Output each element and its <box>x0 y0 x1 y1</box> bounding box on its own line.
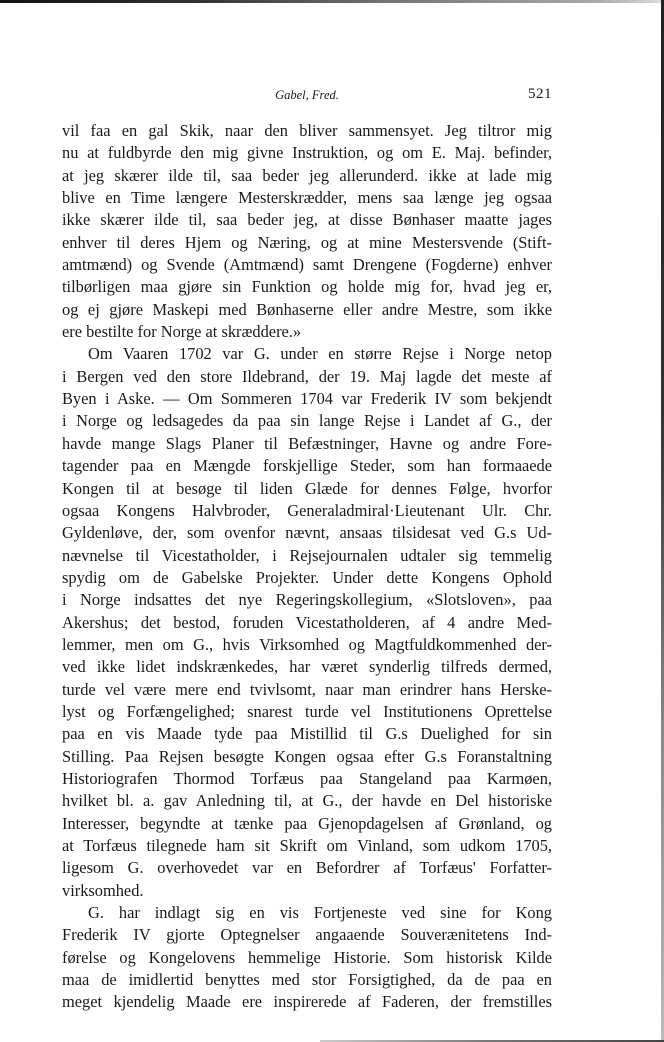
text-line: ogsaa Kongens Halvbroder, Generaladmiral·Lieutenant Ulr. Chr. <box>62 500 552 520</box>
text-line: Frederik IV gjorte Optegnelser angaaende Souverænitetens Ind- <box>62 925 552 945</box>
text-line: tagender paa en Mængde forskjellige Steder, som han formaaede <box>62 456 552 476</box>
text-line: at Torfæus tilegnede ham sit Skrift om Vinland, som udkom 1705, <box>62 836 552 855</box>
text-line: ikke skærer ilde til, saa beder jeg, at disse Bønhaser maatte jages <box>62 210 552 230</box>
text-line: amtmænd) og Svende (Amtmænd) samt Drengene (Fogderne) enhver <box>62 255 552 275</box>
text-line: Akershus; det bestod, foruden Vicestatholderen, af 4 andre Med- <box>62 612 552 632</box>
text-line: i Norge og ledsagedes da paa sin lange Rejse i Landet af G., der <box>62 411 552 431</box>
text-line: spydig om de Gabelske Projekter. Under dette Kongens Ophold <box>62 567 552 587</box>
page-number: 521 <box>528 86 552 102</box>
text-line: virksomhed. <box>62 880 144 900</box>
text-line: førelse og Kongelovens hemmelige Historie. Som historisk Kilde <box>62 947 552 967</box>
text-line: nu at fuldbyrde den mig givne Instruktion, og om E. Maj. befinder, <box>62 143 552 163</box>
text-line: havde mange Slags Planer til Befæstninger, Havne og andre Fore- <box>62 433 552 453</box>
paragraph <box>62 120 552 343</box>
body-text <box>62 120 552 1014</box>
text-line: lyst og Forfængelighed; snarest turde vel Institutionens Oprettelse <box>62 701 552 721</box>
text-line: enhver til deres Hjem og Næring, og at mine Mestersvende (Stift- <box>62 232 552 252</box>
text-line: Kongen til at besøge til liden Glæde for dennes Følge, hvorfor <box>62 478 552 498</box>
text-line: nævnelse til Vicestatholder, i Rejsejournalen udtaler sig temmelig <box>62 545 552 565</box>
text-line: Om Vaaren 1702 var G. under en større Rejse i Norge netop <box>88 344 552 364</box>
text-line: ved ikke lidet indskrænkedes, har været synderlig tilfreds dermed, <box>62 657 552 677</box>
scan-top-edge <box>0 0 664 3</box>
text-line: ligesom G. overhovedet var en Befordrer af Torfæus' Forfatter- <box>62 858 552 878</box>
text-line: i Norge indsattes det nye Regeringskollegium, «Slotsloven», paa <box>62 590 552 610</box>
paragraph <box>62 343 552 902</box>
running-head <box>62 86 552 106</box>
text-line: maa de imidlertid benyttes med stor Forsigtighed, da de paa en <box>62 970 552 990</box>
text-line: lemmer, men om G., hvis Virksomhed og Magtfuldkommenhed der- <box>62 634 552 654</box>
text-line: hvilket bl. a. gav Anledning til, at G., der havde en Del historiske <box>62 791 552 811</box>
text-line: at jeg skærer ilde til, saa beder jeg allerunderd. ikke at lade mig <box>62 165 552 185</box>
text-line: vil faa en gal Skik, naar den bliver sammensyet. Jeg tiltror mig <box>62 121 552 140</box>
text-line: paa en vis Maade tyde paa Mistillid til G.s Duelighed for sin <box>62 724 552 744</box>
text-line: Interesser, begyndte at tænke paa Gjenopdagelsen af Grønland, og <box>62 813 552 833</box>
text-line: Gyldenløve, der, som ovenfor nævnt, ansaas tilsidesat ved G.s Ud- <box>62 523 552 543</box>
text-line: i Bergen ved den store Ildebrand, der 19. Maj lagde det meste af <box>62 366 552 386</box>
text-line: G. har indlagt sig en vis Fortjeneste ved sine for Kong <box>88 903 552 923</box>
running-title: Gabel, Fred. <box>275 88 339 102</box>
text-line: meget kjendelig Maade ere inspirerede af Faderen, der fremstilles <box>62 992 552 1012</box>
text-line: Byen i Aske. — Om Sommeren 1704 var Frederik IV som bekjendt <box>62 389 552 409</box>
text-line: blive en Time længere Mesterskrædder, mens saa længe jeg ogsaa <box>62 188 552 208</box>
text-line: Historiografen Thormod Torfæus paa Stangeland paa Karmøen, <box>62 768 552 788</box>
text-line: tilbørligen maa gjøre sin Funktion og holde mig for, hvad jeg er, <box>62 277 552 297</box>
text-line: ere bestilte for Norge at skræddere.» <box>62 322 302 342</box>
text-line: turde vel være mere end tvivlsomt, naar man erindrer hans Herske- <box>62 679 552 699</box>
text-line: Stilling. Paa Rejsen besøgte Kongen ogsaa efter G.s Foranstaltning <box>62 746 552 766</box>
text-line: og ej gjøre Maskepi med Bønhaserne eller andre Mestre, som ikke <box>62 299 552 319</box>
paragraph <box>62 902 552 1014</box>
